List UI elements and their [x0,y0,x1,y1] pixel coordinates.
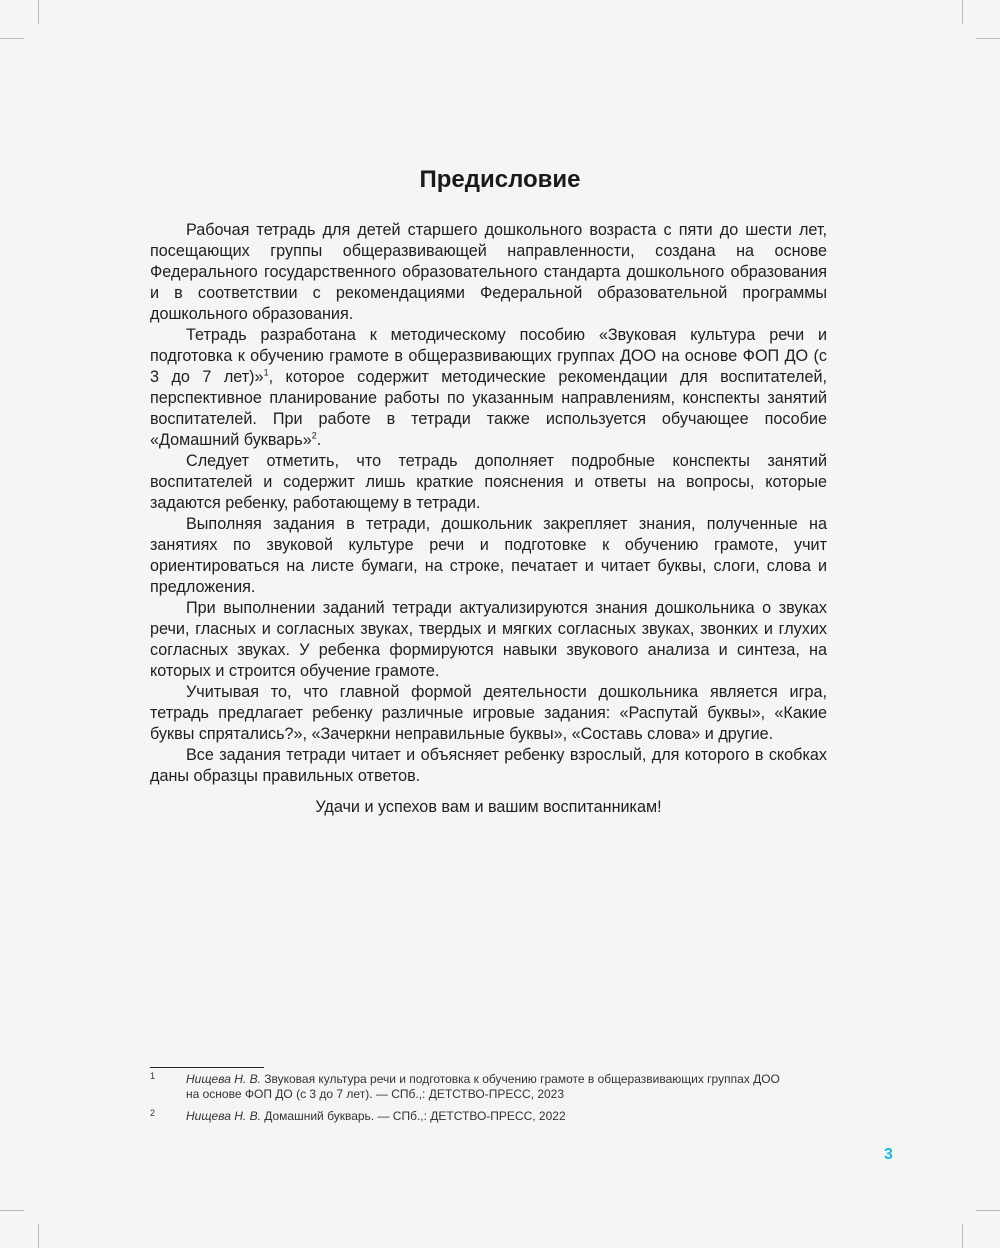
crop-mark-left-bottom [0,1210,24,1211]
crop-mark-top-left [38,0,39,24]
footnotes [150,1072,790,1131]
footnote-divider [150,1067,264,1068]
footnote-number: 1 [150,1071,156,1081]
paragraph-6: Учитывая то, что главной формой деятельности дошкольника является игра, тетрадь предлагает ребенку различные игровые задания: «Распутай буквы», «Какие буквы спрятались?», «Зачеркни неправильные буквы», «Составь слова» и другие. [150,683,827,743]
footnote-ref-2: 2 [311,430,317,441]
preface-body [150,220,827,818]
closing-line: Удачи и успехов вам и вашим воспитанникам! [315,798,662,816]
footnote-number: 2 [150,1108,156,1118]
crop-mark-right-top [976,38,1000,39]
page-title: Предисловие [419,166,581,193]
paragraph-5: При выполнении заданий тетради актуализируются знания дошкольника о звуках речи, гласных и согласных звуках, твердых и мягких согласных звуках, звонких и глухих согласных звуках. У ребенка формируются навыки звукового анализа и синтеза, на которых и строится обучение грамоте. [150,599,827,680]
footnote-ref-1: 1 [263,367,269,378]
footnote-author: Нищева Н. В. [186,1072,261,1086]
paragraph-3: Следует отметить, что тетрадь дополняет подробные конспекты занятий воспитателей и содержит лишь краткие пояснения и ответы на вопросы, которые задаются ребенку, работающему в тетради. [150,452,827,512]
footnote-text: Домашний букварь. — СПб.,: ДЕТСТВО-ПРЕСС, 2022 [260,1109,566,1123]
footnote-1 [150,1072,790,1102]
footnote-text: Звуковая культура речи и подготовка к обучению грамоте в общеразвивающих группах ДОО на основе ФОП ДО (с 3 до 7 лет). — СПб.,: ДЕТСТВО-ПРЕСС, 2023 [186,1072,780,1101]
paragraph-1: Рабочая тетрадь для детей старшего дошкольного возраста с пяти до шести лет, посещающих группы общеразвивающей направленности, создана на основе Федерального государственного образовательного стандарта дошкольного образования и в соответствии с рекомендациями Федеральной образовательной программы дошкольного образования. [150,221,827,323]
page-number: 3 [884,1146,893,1163]
paragraph-7: Все задания тетради читает и объясняет ребенку взрослый, для которого в скобках даны образцы правильных ответов. [150,746,827,785]
paragraph-2 [150,325,827,451]
crop-mark-top-right [962,0,963,24]
paragraph-2-part-2: , которое содержит методические рекомендации для воспитателей, перспективное планирование работы по указанным направлениям, конспекты занятий воспитателей. При работе в тетради также используется обучающее пособие «Домашний букварь» [150,368,827,449]
crop-mark-bottom-right [962,1224,963,1248]
footnote-2 [150,1109,790,1124]
paragraph-2-part-3: . [316,431,322,449]
crop-mark-left-top [0,38,24,39]
paragraph-2-part-1: Тетрадь разработана к методическому пособию «Звуковая культура речи и подготовка к обучению грамоте в общеразвивающих группах ДОО на основе ФОП ДО (с 3 до 7 лет)» [150,326,827,386]
paragraph-4: Выполняя задания в тетради, дошкольник закрепляет знания, полученные на занятиях по звуковой культуре речи и подготовке к обучению грамоте, учит ориентироваться на листе бумаги, на строке, печатает и читает буквы, слоги, слова и предложения. [150,515,827,596]
crop-mark-right-bottom [976,1210,1000,1211]
crop-mark-bottom-left [38,1224,39,1248]
footnote-author: Нищева Н. В. [186,1109,261,1123]
